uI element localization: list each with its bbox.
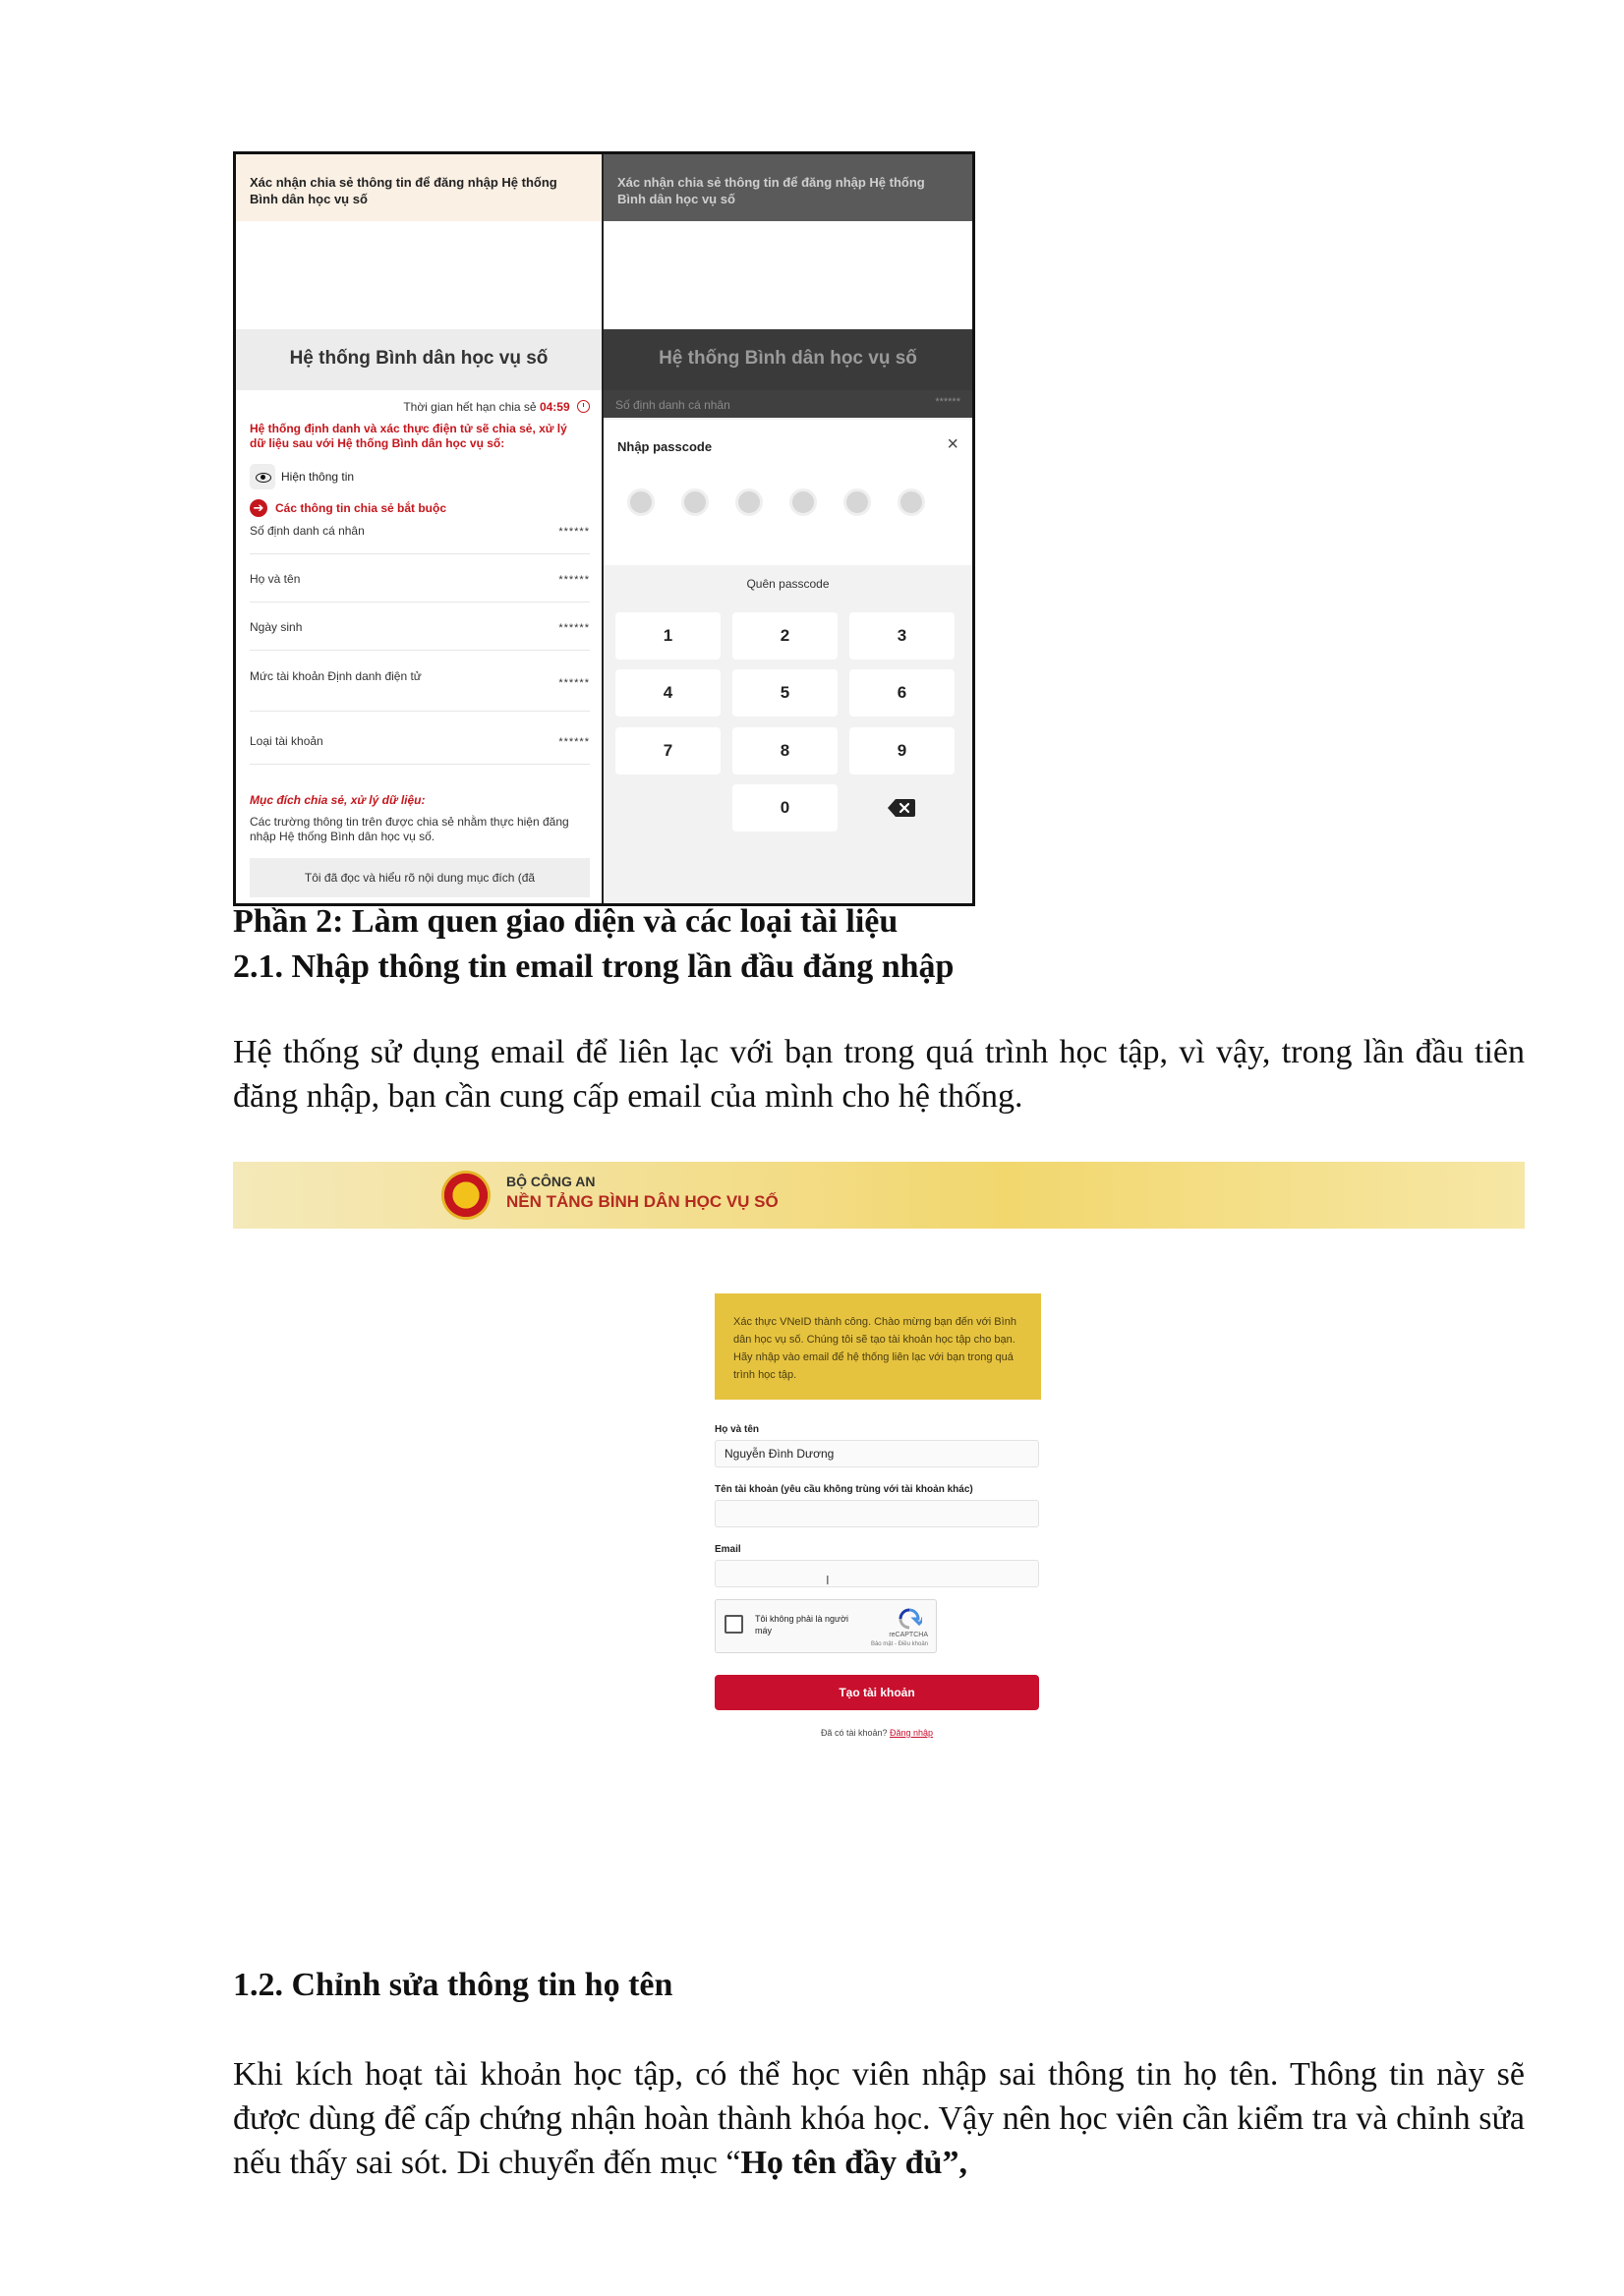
create-account-button[interactable]: Tạo tài khoản — [715, 1675, 1039, 1710]
field-value: ****** — [558, 677, 590, 689]
show-info-label: Hiện thông tin — [281, 470, 355, 484]
field-label: Số định danh cá nhân — [615, 398, 730, 412]
site-banner — [233, 1162, 1525, 1229]
field-row — [250, 669, 590, 712]
required-info-label: Các thông tin chia sẻ bắt buộc — [275, 501, 447, 515]
consent-header — [236, 154, 602, 221]
purpose-title: Mục đích chia sẻ, xử lý dữ liệu: — [250, 793, 426, 807]
passcode-screen — [604, 154, 972, 903]
passcode-dot — [843, 488, 871, 516]
field-label: Số định danh cá nhân — [250, 524, 365, 538]
field-value: ****** — [935, 396, 960, 408]
paragraph-email: Hệ thống sử dụng email để liên lạc với bạn trong quá trình học tập, vì vậy, trong lần đầu tiên đăng nhập, bạn cần cung cấp email của mình cho hệ thống. — [233, 1034, 1525, 1115]
full-name-field-ref: Họ tên đầy đủ — [740, 2145, 943, 2181]
recaptcha-links[interactable]: Bảo mật - Điều khoản — [870, 1641, 928, 1647]
captcha-checkbox[interactable] — [725, 1615, 743, 1634]
field-label: Ngày sinh — [250, 620, 303, 634]
read-confirm-button[interactable]: Tôi đã đọc và hiểu rõ nội dung mục đích (đã — [250, 858, 590, 897]
passcode-sheet — [604, 420, 972, 903]
clock-icon — [577, 400, 590, 413]
passcode-title: Nhập passcode — [617, 439, 713, 454]
username-input[interactable] — [715, 1500, 1039, 1527]
key-6[interactable]: 6 — [849, 669, 955, 717]
timer-label: Thời gian hết hạn chia sẻ — [403, 400, 537, 414]
paragraph-edit-name — [233, 2052, 1525, 2185]
system-title: Hệ thống Bình dân học vụ số — [289, 348, 549, 369]
passcode-dot — [898, 488, 925, 516]
purpose-text: Các trường thông tin trên được chia sẻ nhằm thực hiện đăng nhập Hệ thống Bình dân học vụ số. — [250, 815, 569, 843]
system-title: Hệ thống Bình dân học vụ số — [659, 348, 917, 369]
key-9[interactable]: 9 — [849, 727, 955, 775]
key-2[interactable]: 2 — [732, 612, 838, 660]
field-row — [250, 620, 590, 651]
phone-screenshots — [233, 151, 975, 906]
login-link[interactable]: Đăng nhập — [890, 1728, 934, 1738]
consent-screen — [236, 154, 604, 903]
name-input[interactable]: Nguyễn Đình Dương — [715, 1440, 1039, 1467]
key-5[interactable]: 5 — [732, 669, 838, 717]
passcode-dot — [735, 488, 763, 516]
has-account-text: Đã có tài khoản? — [820, 1728, 888, 1738]
recaptcha-widget — [715, 1599, 937, 1653]
field-row — [250, 734, 590, 765]
passcode-sheet-top — [604, 420, 972, 565]
key-1[interactable]: 1 — [615, 612, 721, 660]
captcha-label: Tôi không phải là người máy — [755, 1614, 848, 1636]
passcode-dot — [681, 488, 709, 516]
field-label: Loại tài khoản — [250, 734, 323, 748]
email-label: Email — [715, 1544, 741, 1555]
banner-platform: NỀN TẢNG BÌNH DÂN HỌC VỤ SỐ — [506, 1192, 779, 1211]
dimmed-field-row — [604, 390, 972, 418]
arrow-right-icon: ➔ — [250, 499, 267, 517]
field-value: ****** — [558, 574, 590, 586]
section-heading-1-2: 1.2. Chỉnh sửa thông tin họ tên — [233, 1967, 673, 2003]
required-info-toggle[interactable] — [250, 499, 446, 517]
passcode-dot — [789, 488, 817, 516]
backspace-icon[interactable] — [888, 798, 915, 818]
header-spacer — [236, 221, 602, 329]
key-7[interactable]: 7 — [615, 727, 721, 775]
login-prompt — [715, 1728, 1039, 1738]
header-spacer — [604, 221, 972, 329]
recaptcha-logo-icon — [897, 1608, 922, 1630]
field-label: Mức tài khoản Định danh điện tử — [250, 669, 422, 683]
email-input[interactable] — [715, 1560, 1039, 1587]
passcode-dot — [627, 488, 655, 516]
system-titlebar — [604, 329, 972, 390]
recaptcha-brand: reCAPTCHA — [889, 1632, 928, 1638]
key-3[interactable]: 3 — [849, 612, 955, 660]
field-label: Họ và tên — [250, 572, 301, 586]
section-heading-2-1: 2.1. Nhập thông tin email trong lần đầu đăng nhập — [233, 948, 955, 985]
key-4[interactable]: 4 — [615, 669, 721, 717]
welcome-banner — [715, 1293, 1041, 1400]
system-titlebar — [236, 329, 602, 390]
field-value: ****** — [558, 622, 590, 634]
part-heading: Phần 2: Làm quen giao diện và các loại tài liệu — [233, 903, 899, 940]
share-timer — [403, 400, 590, 414]
paragraph-edit-name-text: Khi kích hoạt tài khoản học tập, có thể học viên nhập sai thông tin họ tên. Thông tin này sẽ được dùng để cấp chứng nhận hoàn thành khóa học. Vậy nên học viên cần kiểm tra và chỉnh sửa nếu thấy sai sót. Di chuyển đến mục “ — [233, 2056, 1525, 2181]
police-emblem-icon — [441, 1171, 491, 1220]
show-info-button[interactable] — [250, 463, 368, 490]
consent-header — [604, 154, 972, 221]
text-cursor-icon: I — [826, 1573, 830, 1587]
banner-ministry: BỘ CÔNG AN — [506, 1174, 596, 1189]
field-row — [250, 524, 590, 554]
name-label: Họ và tên — [715, 1424, 760, 1435]
key-8[interactable]: 8 — [732, 727, 838, 775]
username-label: Tên tài khoản (yêu cầu không trùng với tài khoản khác) — [715, 1484, 973, 1495]
closing-quote: ”, — [942, 2145, 967, 2181]
field-value: ****** — [558, 736, 590, 748]
close-icon[interactable]: × — [947, 433, 958, 455]
field-value: ****** — [558, 526, 590, 538]
passcode-dots — [627, 488, 925, 516]
welcome-text: Xác thực VNeID thành công. Chào mừng bạn đến với Bình dân học vụ số. Chúng tôi sẽ tạo tài khoản học tập cho bạn. Hãy nhập vào email để hệ thống liên lạc với bạn trong quá trình học tập. — [733, 1316, 1016, 1381]
field-row — [250, 572, 590, 603]
forgot-passcode-link[interactable]: Quên passcode — [746, 577, 830, 591]
consent-header-text: Xác nhận chia sẻ thông tin để đăng nhập Hệ thống Bình dân học vụ số — [617, 175, 925, 206]
key-0[interactable]: 0 — [732, 784, 838, 832]
consent-header-text: Xác nhận chia sẻ thông tin để đăng nhập Hệ thống Bình dân học vụ số — [250, 175, 557, 206]
timer-value: 04:59 — [539, 400, 570, 414]
share-notice: Hệ thống định danh và xác thực điện tử sẽ chia sẻ, xử lý dữ liệu sau với Hệ thống Bình dân học vụ số: — [250, 422, 567, 450]
eye-icon — [250, 464, 275, 489]
